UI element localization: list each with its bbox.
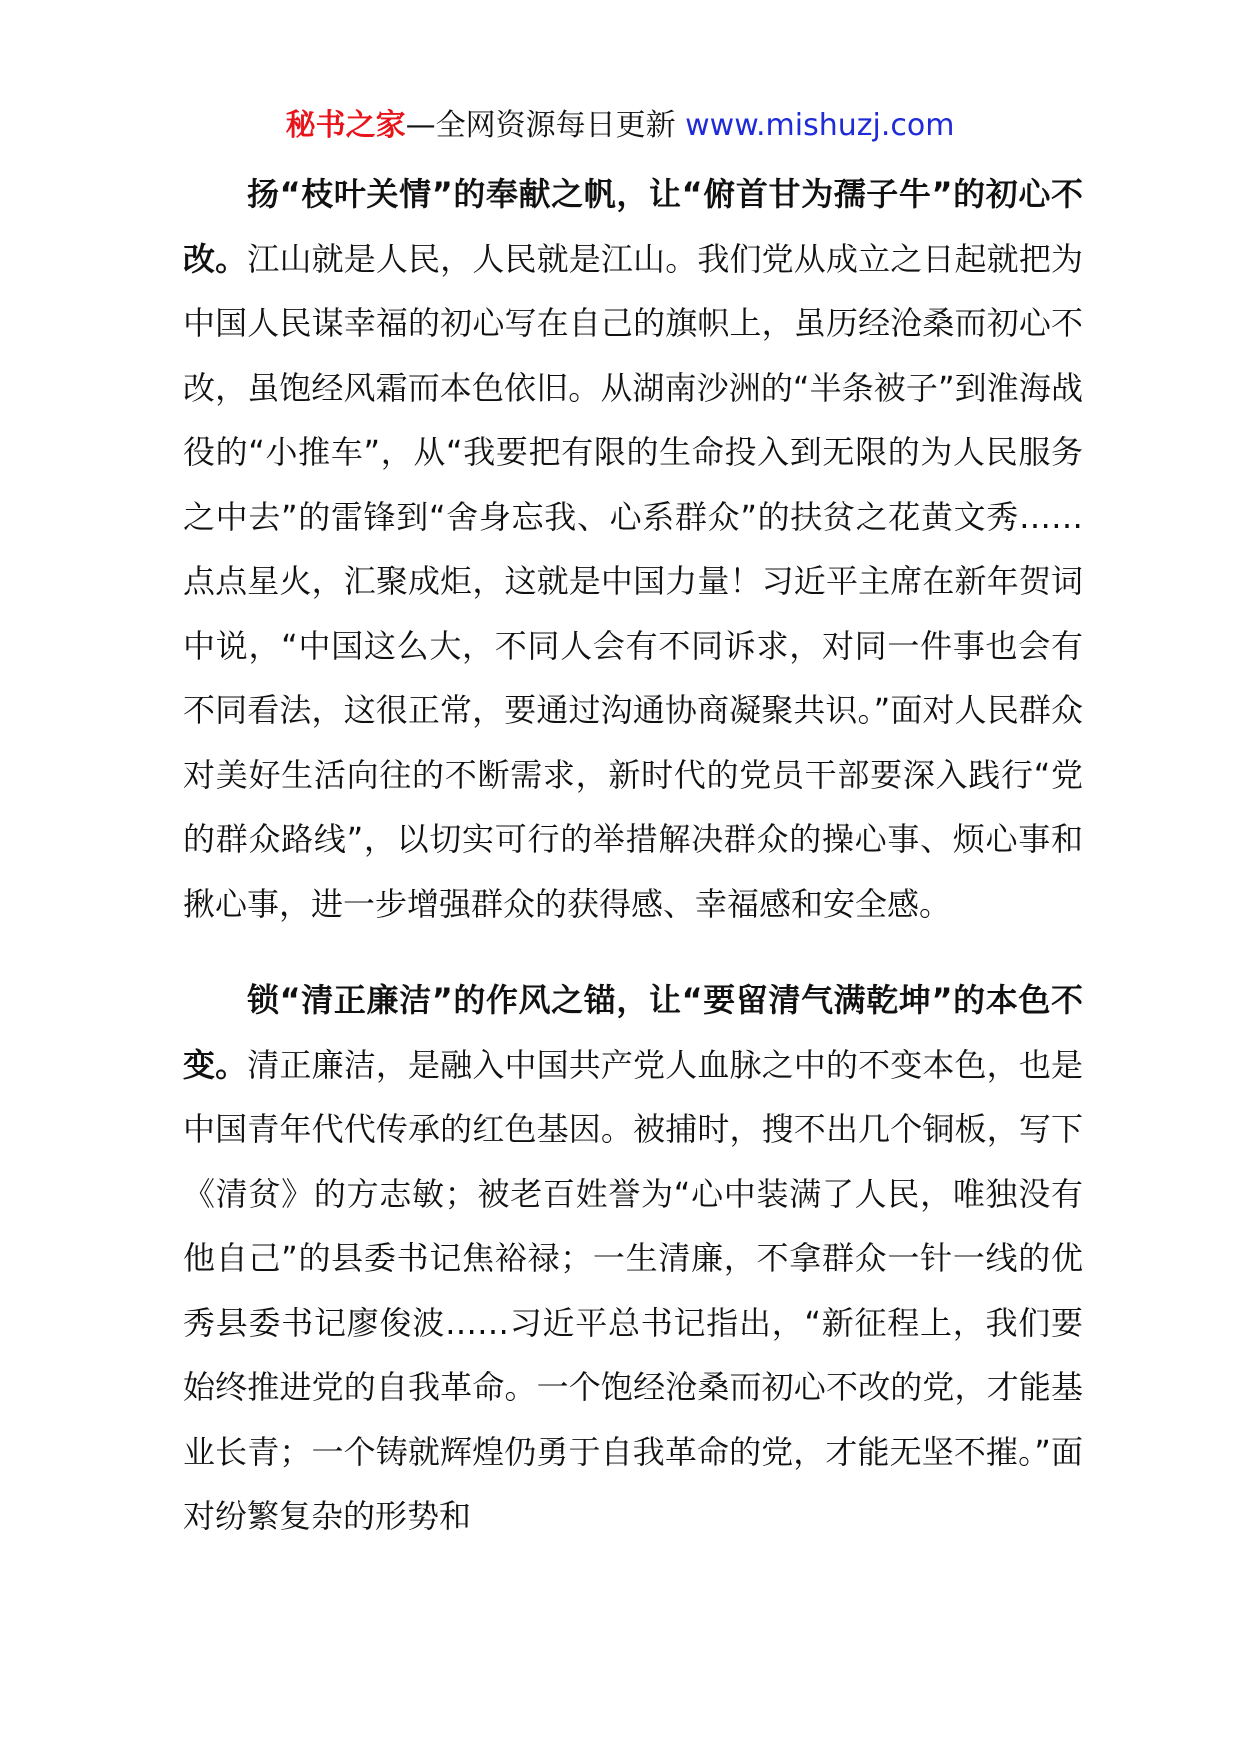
paragraph-2 [183, 968, 1083, 1549]
header-brand: 秘书之家 [285, 108, 406, 143]
paragraph-2-body: 清正廉洁，是融入中国共产党人血脉之中的不变本色，也是中国青年代代传承的红色基因。被捕时，搜不出几个铜板，写下《清贫》的方志敏；被老百姓誉为“心中装满了人民，唯独没有他自己”的县委书记焦裕禄；一生清廉，不拿群众一针一线的优秀县委书记廖俊波……习近平总书记指出，“新征程上，我们要始终推进党的自我革命。一个饱经沧桑而初心不改的党，才能基业长青；一个铸就辉煌仍勇于自我革命的党，才能无坚不摧。”面对纷繁复杂的形势和 [183, 1045, 1083, 1535]
page-header [0, 104, 1240, 148]
paragraph-1 [183, 162, 1083, 936]
document-body [183, 162, 1083, 1581]
header-tagline: —全网资源每日更新 [405, 108, 676, 143]
paragraph-1-body: 江山就是人民，人民就是江山。我们党从成立之日起就把为中国人民谋幸福的初心写在自己的旗帜上，虽历经沧桑而初心不改，虽饱经风霜而本色依旧。从湖南沙洲的“半条被子”到淮海战役的“小推车”，从“我要把有限的生命投入到无限的为人民服务之中去”的雷锋到“舍身忘我、心系群众”的扶贫之花黄文秀……点点星火，汇聚成炬，这就是中国力量！习近平主席在新年贺词中说，“中国这么大，不同人会有不同诉求，对同一件事也会有不同看法，这很正常，要通过沟通协商凝聚共识。”面对人民群众对美好生活向往的不断需求，新时代的党员干部要深入践行“党的群众路线”，以切实可行的举措解决群众的操心事、烦心事和揪心事，进一步增强群众的获得感、幸福感和安全感。 [183, 239, 1083, 923]
paragraph-2-lead: 锁“清正廉洁”的作风之锚，让“要留清气满乾坤”的本色不变。 [183, 981, 1083, 1084]
header-url-link[interactable]: www.mishuzj.com [685, 108, 955, 143]
paragraph-1-lead: 扬“枝叶关情”的奉献之帆，让“俯首甘为孺子牛”的初心不改。 [183, 175, 1083, 278]
